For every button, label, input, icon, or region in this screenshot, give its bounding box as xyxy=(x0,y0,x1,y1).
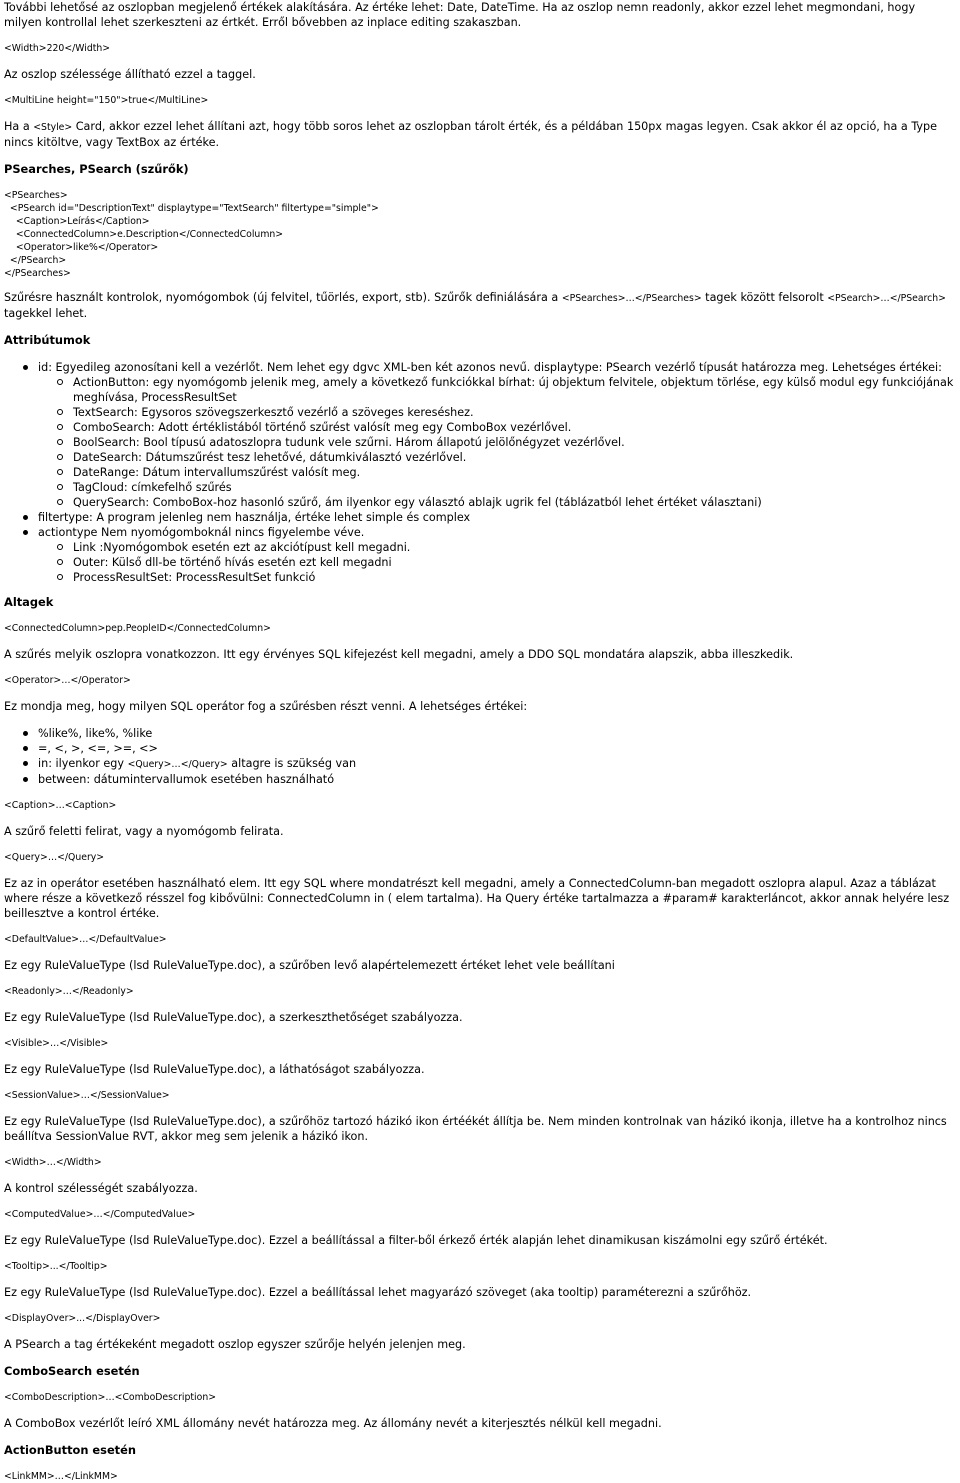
attribute-actiontype xyxy=(4,525,956,585)
displaytype-values-list xyxy=(38,375,956,510)
multiline-code: <MultiLine height="150">true</MultiLine> xyxy=(4,95,209,106)
multiline-description xyxy=(4,119,956,150)
psearches-desc-text: tagekkel lehet. xyxy=(4,307,88,320)
combodescription-code: <ComboDescription>…<ComboDescription> xyxy=(4,1392,217,1403)
multiline-desc-pre: Ha a xyxy=(4,120,34,133)
psearches-desc-text: Szűrésre használt kontrolok, nyomógombok (új felvitel, tűörlés, export, stb). Szűrők definiálására a xyxy=(4,291,562,304)
code-line: </PSearches> xyxy=(4,268,71,279)
list-item xyxy=(4,756,956,772)
multiline-desc-post: Card, akkor ezzel lehet állítani azt, hogy több soros lehet az oszlopban tárolt érték, és a példában 150px magas legyen. Csak akkor él az opció, ha a Type nincs kitöltve, vagy TextBox az értéke. xyxy=(4,120,938,149)
combosearch-heading: ComboSearch esetén xyxy=(4,1364,140,1378)
query-inline-code: <Query>…</Query> xyxy=(127,759,228,770)
width-code: <Width>220</Width> xyxy=(4,43,111,54)
list-item: Link :Nyomógombok esetén ezt az akciótípust kell megadni. xyxy=(38,540,956,555)
connectedcolumn-description: A szűrés melyik oszlopra vonatkozzon. Itt egy érvényes SQL kifejezést kell megadni, amely a DDO SQL mondatára alapszik, abba illeszkedik. xyxy=(4,648,794,661)
computedvalue-description: Ez egy RuleValueType (lsd RuleValueType.doc). Ezzel a beállítással a filter-ből érkező érték alapján lehet dinamikusan kiszámolni egy szűrő értékét. xyxy=(4,1234,828,1247)
operator-code: <Operator>…</Operator> xyxy=(4,675,131,686)
psearch-inline-code: <PSearch>…</PSearch> xyxy=(827,293,946,304)
sessionvalue-code: <SessionValue>…</SessionValue> xyxy=(4,1090,170,1101)
width-description: Az oszlop szélessége állítható ezzel a taggel. xyxy=(4,68,256,81)
tooltip-description: Ez egy RuleValueType (lsd RuleValueType.doc). Ezzel a beállítással lehet magyarázó szöveget (aka tooltip) paraméterezni a szűrőhöz. xyxy=(4,1286,752,1299)
list-item: =, <, >, <=, >=, <> xyxy=(4,741,956,756)
width-tag-description: A kontrol szélességét szabályozza. xyxy=(4,1182,198,1195)
displayover-description: A PSearch a tag értékeként megadott oszlop egyszer szűrője helyén jelenjen meg. xyxy=(4,1338,466,1351)
code-line: <PSearch id="DescriptionText" displaytype="TextSearch" filtertype="simple"> xyxy=(4,203,379,214)
width-tag-code: <Width>…</Width> xyxy=(4,1157,102,1168)
visible-description: Ez egy RuleValueType (lsd RuleValueType.doc), a láthatóságot szabályozza. xyxy=(4,1063,425,1076)
list-item: QuerySearch: ComboBox-hoz hasonló szűrő, ám ilyenkor egy választó ablajk ugrik fel (táblázatból lehet értéket választani) xyxy=(38,495,956,510)
code-line: <Caption>Leírás</Caption> xyxy=(4,216,150,227)
attributes-heading: Attribútumok xyxy=(4,333,91,347)
operator-in-text: altagre is szükség van xyxy=(227,757,357,770)
query-description: Ez az in operátor esetében használható elem. Itt egy SQL where mondatrészt kell megadni, amely a ConnectedColumn-ban megadott oszlopra alapul. Azaz a táblázat where része a következő résszel fog kibővülni: ConnectedColumn in ( elem tartalma). Ha Query értéke tartalmazza a #param# karakterláncot, akkor annak helyére lesz beillesztve a kontrol értéke. xyxy=(4,877,950,920)
actiontype-values-list xyxy=(38,540,956,585)
subtags-heading: Altagek xyxy=(4,595,54,609)
code-line: </PSearch> xyxy=(4,255,67,266)
list-item: %like%, like%, %like xyxy=(4,726,956,741)
list-item: between: dátumintervallumok esetében használható xyxy=(4,772,956,787)
combodescription-description: A ComboBox vezérlőt leíró XML állomány nevét határozza meg. Az állomány nevét a kiterjesztés nélkül kell megadni. xyxy=(4,1417,662,1430)
linkmm-code: <LinkMM>…</LinkMM> xyxy=(4,1471,118,1482)
list-item: ComboSearch: Adott értéklistából történő szűrést valósít meg egy ComboBox vezérlővel. xyxy=(38,420,956,435)
list-item: Outer: Külső dll-be történő hívás esetén ezt kell megadni xyxy=(38,555,956,570)
list-item: DateSearch: Dátumszűrést tesz lehetővé, dátumkiválasztó vezérlővel. xyxy=(38,450,956,465)
list-item: ProcessResultSet: ProcessResultSet funkció xyxy=(38,570,956,585)
query-code: <Query>…</Query> xyxy=(4,852,105,863)
operator-description: Ez mondja meg, hogy milyen SQL operátor fog a szűrésben részt venni. A lehetséges értékei: xyxy=(4,700,528,713)
list-item: ActionButton: egy nyomógomb jelenik meg, amely a következő funkciókkal bírhat: új objektum felvitele, objektum törlése, egy külső modul egy funkciójának meghívása, ProcessResultSet xyxy=(38,375,956,405)
code-line: <PSearches> xyxy=(4,190,68,201)
connectedcolumn-code: <ConnectedColumn>pep.PeopleID</ConnectedColumn> xyxy=(4,623,271,634)
psearches-heading: PSearches, PSearch (szűrők) xyxy=(4,162,189,176)
attributes-list xyxy=(4,360,956,585)
intro-paragraph: További lehetősé az oszlopban megjelenő értékek alakítására. Az értéke lehet: Date, DateTime. Ha az oszlop nemn readonly, akkor ezzel lehet megmondani, hogy milyen kontrollal lehet szerkeszteni az értkét. Erről bővebben az inplace editing szakaszban. xyxy=(4,1,916,29)
psearches-description xyxy=(4,290,956,321)
attribute-id-text: id: Egyedileg azonosítani kell a vezérlőt. Nem lehet egy dgvc XML-ben két azonos nevű. displaytype: PSearch vezérlő típusát határozza meg. Lehetséges értékei: xyxy=(38,361,942,374)
style-inline-code: <Style> xyxy=(33,122,73,133)
caption-code: <Caption>…<Caption> xyxy=(4,800,117,811)
defaultvalue-description: Ez egy RuleValueType (lsd RuleValueType.doc), a szűrőben levő alapértelemezett értéket lehet vele beállítani xyxy=(4,959,615,972)
list-item: BoolSearch: Bool típusú adatoszlopra tudunk vele szűrni. Három állapotú jelölőnégyzet vezérlővel. xyxy=(38,435,956,450)
readonly-code: <Readonly>…</Readonly> xyxy=(4,986,134,997)
psearches-inline-code: <PSearches>…</PSearches> xyxy=(561,293,702,304)
operator-in-text: in: ilyenkor egy xyxy=(38,757,128,770)
list-item: TextSearch: Egysoros szövegszerkesztő vezérlő a szöveges kereséshez. xyxy=(38,405,956,420)
operator-values-list xyxy=(4,726,956,787)
code-line: <ConnectedColumn>e.Description</ConnectedColumn> xyxy=(4,229,284,240)
list-item: TagCloud: címkefelhő szűrés xyxy=(38,480,956,495)
visible-code: <Visible>…</Visible> xyxy=(4,1038,109,1049)
attribute-id xyxy=(4,360,956,510)
computedvalue-code: <ComputedValue>…</ComputedValue> xyxy=(4,1209,196,1220)
readonly-description: Ez egy RuleValueType (lsd RuleValueType.doc), a szerkeszthetőséget szabályozza. xyxy=(4,1011,463,1024)
attribute-actiontype-text: actiontype Nem nyomógomboknál nincs figyelembe véve. xyxy=(38,526,365,539)
psearches-code-block xyxy=(4,189,956,280)
displayover-code: <DisplayOver>...</DisplayOver> xyxy=(4,1313,161,1324)
sessionvalue-description: Ez egy RuleValueType (lsd RuleValueType.doc), a szűrőhöz tartozó házikó ikon értéékét állítja be. Nem minden kontrolnak van házikó ikonja, illetve ha a kontrolhoz nincs beállítva SessionValue RVT, akkor meg sem jelenik a házikó ikon. xyxy=(4,1115,947,1143)
psearches-desc-text: tagek között felsorolt xyxy=(701,291,828,304)
defaultvalue-code: <DefaultValue>…</DefaultValue> xyxy=(4,934,167,945)
caption-description: A szűrő feletti felirat, vagy a nyomógomb felirata. xyxy=(4,825,284,838)
tooltip-code: <Tooltip>...</Tooltip> xyxy=(4,1261,108,1272)
list-item: DateRange: Dátum intervallumszűrést valósít meg. xyxy=(38,465,956,480)
code-line: <Operator>like%</Operator> xyxy=(4,242,159,253)
actionbutton-heading: ActionButton esetén xyxy=(4,1443,136,1457)
attribute-filtertype: filtertype: A program jelenleg nem használja, értéke lehet simple és complex xyxy=(4,510,956,525)
